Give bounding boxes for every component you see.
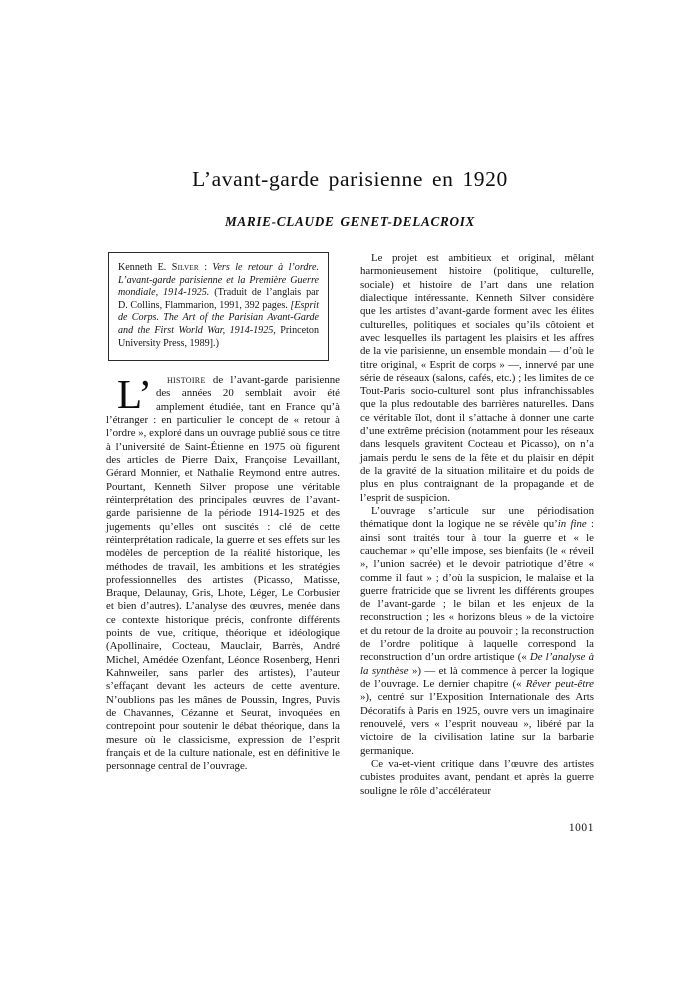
reference-separator: :: [198, 262, 213, 273]
reference-original-title: [Esprit de Corps. The Art of the Parisian Avant-Garde and the First World War, 1914-1925,: [118, 299, 319, 336]
right-paragraph-2: [360, 505, 594, 758]
reference-title: Vers le retour à l’ordre. L’avant-garde parisienne et la Première Guerre mondiale, 1914-1925.: [118, 262, 319, 299]
reference-publication: (Traduit de l’anglais par D. Collins, Flammarion, 1991, 392 pages.: [118, 287, 320, 311]
italic-in-fine: in fine: [557, 518, 587, 531]
body-column-right: [360, 252, 594, 798]
lead-smallcaps: histoire: [166, 374, 206, 387]
right-paragraph-2-part1: L’ouvrage s’articule sur une périodisation thématique dont la logique ne se révèle qu’: [360, 504, 594, 531]
reference-author-first: Kenneth E.: [118, 262, 172, 273]
page-title: L’avant-garde parisienne en 1920: [192, 167, 508, 191]
reference-author-surname: Silver: [171, 262, 199, 273]
left-paragraph-1-body: de l’avant-garde parisienne des années 20 semblait avoir été amplement étudiée, tant en France qu’à l’étranger : en particulier le concept de « retour à l’ordre », exploré dans un ouvrage publié sous ce titre à l’université de Saint-Étienne en 1975 où figurent des articles de Pierre Daix, Françoise Levaillant, Gérard Monnier, et Nathalie Reymond entre autres. Pourtant, Kenneth Silver propose une véritable réinterprétation des principales œuvres de l’avant-garde parisienne de la période 1914-1925 et des jugements qu’elles ont suscités : clé de cette réinterprétation radicale, la guerre et ses effets sur les modèles de perception de la réalité historique, les méthodes de travail, les ambitions et les stratégies professionnelles des artistes (Picasso, Matisse, Braque, Delaunay, Gris, Lhote, Léger, Le Corbusier et bien d’autres). L’analyse des œuvres, menée dans ce contexte historique précis, confronte différents points de vue, critique, théorique et idéologique (Apollinaire, Cocteau, Mauclair, Barrès, André Michel, Amédée Ozenfant, Léonce Rosenberg, Henri Kahnweiler, sans parler des artistes), l’auteur s’effaçant devant les acteurs de cette aventure. N’oublions pas les mânes de Poussin, Ingres, Puvis de Chavannes, Cézanne et Seurat, invoquées en contrepoint pour soutenir le débat théorique, dans la mesure où le classicisme, expression de l’esprit français et de la culture nationale, est en définitive le personnage central de l’ouvrage.: [106, 374, 340, 773]
body-column-left: [106, 252, 340, 774]
reference-box: [108, 252, 329, 361]
drop-cap: L’: [117, 371, 152, 418]
reference-citation: [118, 262, 319, 350]
right-paragraph-2-part3: ») — et là commence à percer la logique de l’ouvrage. Le dernier chapitre («: [360, 664, 594, 690]
right-paragraph-2-part2: : ainsi sont traités tour à tour la guerre et « le cauchemar » qu’elle impose, ses bienfaits (le « réveil », l’union sacrée) et le devoir patriotique d’être « comme il faut » ; d’où la suspicion, le malaise et la guerre fratricide que se livrent les différents groupes de l’avant-garde ; le bilan et les enjeux de la reconstruction ; les « horizons bleus » de la victoire et du retour de la droite au pouvoir ; la reconstruction de l’ordre politique à laquelle correspond la reconstruction d’un ordre artistique («: [360, 518, 594, 664]
italic-de-lanalyse: De l’analyse à la synthèse: [360, 651, 594, 677]
italic-rever-peut-etre: Rêver peut-être: [525, 678, 594, 690]
left-paragraph-1: [106, 371, 340, 773]
reference-publisher: Princeton University Press, 1989].): [118, 324, 319, 349]
right-paragraph-2-part4: »), centré sur l’Exposition Internationale des Arts Décoratifs à Paris en 1925, ouvre vers un imaginaire renouvelé, vers « l’esprit nouveau », libéré par la victoire de la civilisation latine sur la barbarie germanique.: [360, 691, 594, 757]
page-number: 1001: [568, 822, 594, 834]
article-author: MARIE-CLAUDE GENET-DELACROIX: [224, 214, 476, 229]
right-paragraph-1: Le projet est ambitieux et original, mêlant harmonieusement histoire (politique, culturelle, sociale) et histoire de l’art dans une relation dialectique intéressante. Kenneth Silver considère que les artistes d’avant-garde forment avec les élites culturelles, politiques et sociales qu’ils côtoient et avec lesquelles ils partagent les plaisirs et les affres de la vie parisienne, un ensemble mondain — d’où le titre original, « Esprit de corps » —, innervé par une série de réseaux (salons, cafés, etc.) ; les limites de ce Tout-Paris socio-culturel sont plus infranchissables que la plus redoutable des barrières naturelles. Dans ce véritable îlot, dont il s’attache à donner une carte d’une extrême précision (notamment pour les réseaux dans lesquels gravitent Cocteau et Picasso), on n’a jamais perdu le sens de la fête et du plaisir en dépit de la gravité de la situation militaire et du poids de plus en plus contraignant de la propagande et de l’esprit de suspicion.: [360, 252, 594, 504]
right-paragraph-3: Ce va-et-vient critique dans l’œuvre des artistes cubistes produites avant, pendant et après la guerre souligne le rôle d’accélérateur: [360, 757, 594, 797]
